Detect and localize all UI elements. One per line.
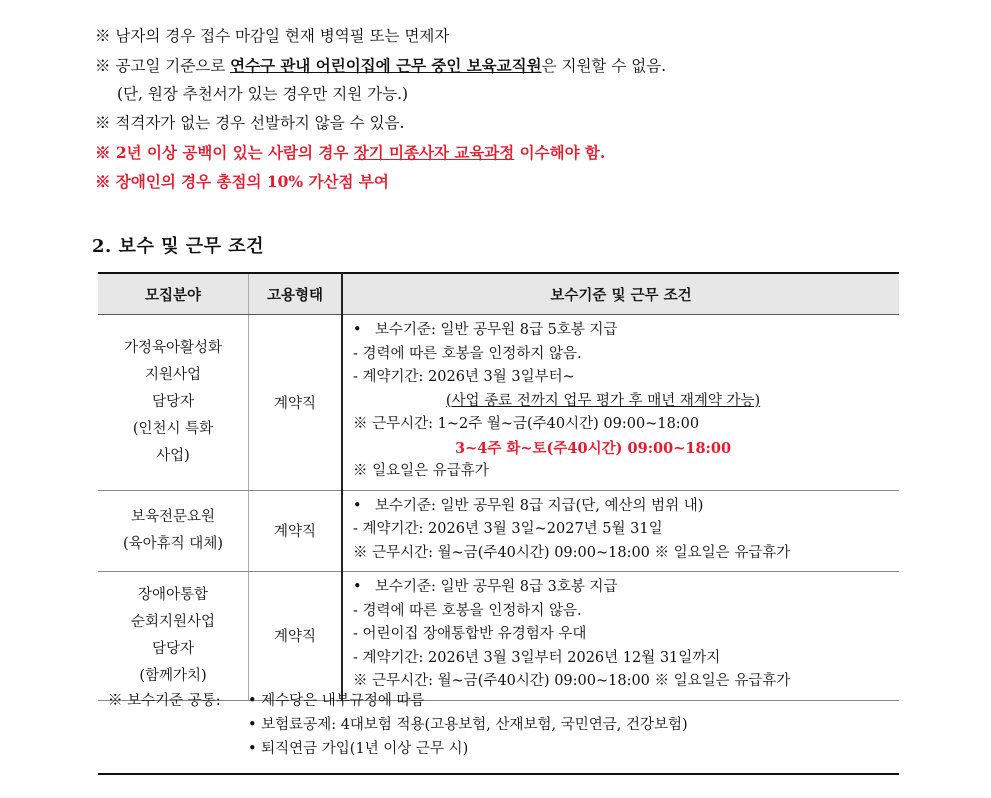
note-disability-bonus: ※ 장애인의 경우 총점의 10% 가산점 부여: [95, 172, 389, 191]
condition-line: - 경력에 따른 호봉을 인정하지 않음.: [353, 345, 582, 362]
common-item: • 퇴직연금 가입(1년 이상 근무 시): [248, 741, 469, 757]
condition-text: 보수기준: 일반 공무원 8급 5호봉 지급: [375, 322, 618, 338]
note-text: ※ 공고일 기준으로: [95, 57, 231, 75]
condition-text: 보수기준: 일반 공무원 8급 지급(단, 예산의 범위 내): [375, 497, 704, 514]
field-line: (육아휴직 대체): [123, 535, 223, 552]
field-cell: [98, 490, 249, 572]
bottom-divider: [98, 773, 899, 775]
note-recommendation: (단, 원장 추천서가 있는 경우만 지원 가능.): [117, 85, 409, 103]
condition-line: [353, 576, 893, 600]
field-line: 지원사업: [144, 366, 202, 383]
header-field: 모집분야: [98, 273, 249, 315]
field-cell: [98, 315, 249, 491]
note-emphasis: 연수구 관내 어린이집에 근무 중인 보육교직원: [230, 56, 542, 75]
condition-line: - 계약기간: 2026년 3월 3일부터~: [353, 369, 575, 385]
header-type: 고용형태: [249, 273, 343, 315]
common-item: • 제수당은 내부규정에 따름: [248, 693, 425, 709]
field-line: 순회지원사업: [130, 613, 216, 630]
bullet-icon: •: [353, 579, 362, 595]
field-cell: [98, 572, 249, 701]
common-pay-notes: [108, 689, 688, 761]
type-cell: 계약직: [249, 315, 343, 491]
common-row: [108, 737, 688, 761]
header-conditions: 보수기준 및 근무 조건: [342, 273, 899, 315]
field-line: 담당자: [151, 393, 195, 410]
common-row: [108, 689, 688, 713]
field-line: 장애아통합: [137, 586, 209, 603]
condition-line: - 계약기간: 2026년 3월 3일부터 2026년 12월 31일까지: [353, 649, 721, 666]
table-row: [98, 315, 899, 491]
field-line: 담당자: [151, 640, 195, 657]
condition-line: ※ 근무시간: 1~2주 월~금(주40시간) 09:00~18:00: [353, 416, 700, 432]
condition-line: ※ 근무시간: 월~금(주40시간) 09:00~18:00 ※ 일요일은 유급휴가: [353, 544, 791, 561]
field-line: 가정육아활성화: [123, 339, 223, 356]
condition-line: - 계약기간: 2026년 3월 3일~2027년 5월 31일: [353, 521, 663, 537]
condition-line: [353, 495, 893, 519]
condition-line: - 경력에 따른 호봉을 인정하지 않음.: [353, 602, 582, 619]
conditions-table: [98, 272, 899, 701]
field-line: 사업): [156, 447, 190, 464]
condition-line-highlight: 3~4주 화~토(주40시간) 09:00~18:00: [455, 439, 732, 457]
condition-text: 보수기준: 일반 공무원 8급 3호봉 지급: [375, 579, 618, 595]
field-line: 보육전문요원: [130, 508, 216, 525]
section-title: 2. 보수 및 근무 조건: [92, 236, 265, 257]
bullet-icon: •: [353, 497, 362, 514]
condition-line: ※ 일요일은 유급휴가: [353, 463, 489, 479]
note-training: [95, 138, 915, 167]
type-cell: 계약직: [249, 572, 343, 701]
field-line: (인천시 특화: [132, 420, 214, 437]
common-label: ※ 보수기준 공통:: [108, 693, 221, 709]
note-text: ※ 2년 이상 공백이 있는 사람의 경우: [95, 143, 354, 162]
table-row: [98, 490, 899, 572]
notice-list: [95, 22, 915, 196]
note-text: 은 지원할 수 없음.: [541, 57, 667, 75]
common-row: [108, 713, 688, 737]
type-cell: 계약직: [249, 490, 343, 572]
common-item: • 보험료공제: 4대보험 적용(고용보험, 산재보험, 국민연금, 건강보험): [248, 717, 688, 733]
note-no-selection: ※ 적격자가 없는 경우 선발하지 않을 수 있음.: [95, 114, 405, 132]
conditions-cell: [342, 490, 899, 572]
condition-line: (사업 종료 전까지 업무 평가 후 매년 재계약 가능): [445, 392, 761, 409]
note-military: ※ 남자의 경우 접수 마감일 현재 병역필 또는 면제자: [95, 27, 450, 45]
condition-line: ※ 근무시간: 월~금(주40시간) 09:00~18:00 ※ 일요일은 유급휴가: [353, 673, 791, 689]
note-current-staff: [95, 51, 915, 80]
conditions-cell: [342, 315, 899, 491]
table-header-row: [98, 273, 899, 315]
field-line: (함께가치): [139, 667, 207, 684]
note-text: 이수해야 함.: [514, 143, 606, 162]
table-row: [98, 572, 899, 701]
bullet-icon: •: [353, 322, 362, 338]
condition-line: [353, 319, 893, 343]
condition-line: - 어린이집 장애통합반 유경험자 우대: [353, 626, 587, 642]
conditions-cell: [342, 572, 899, 701]
note-emphasis: 장기 미종사자 교육과정: [353, 143, 515, 162]
